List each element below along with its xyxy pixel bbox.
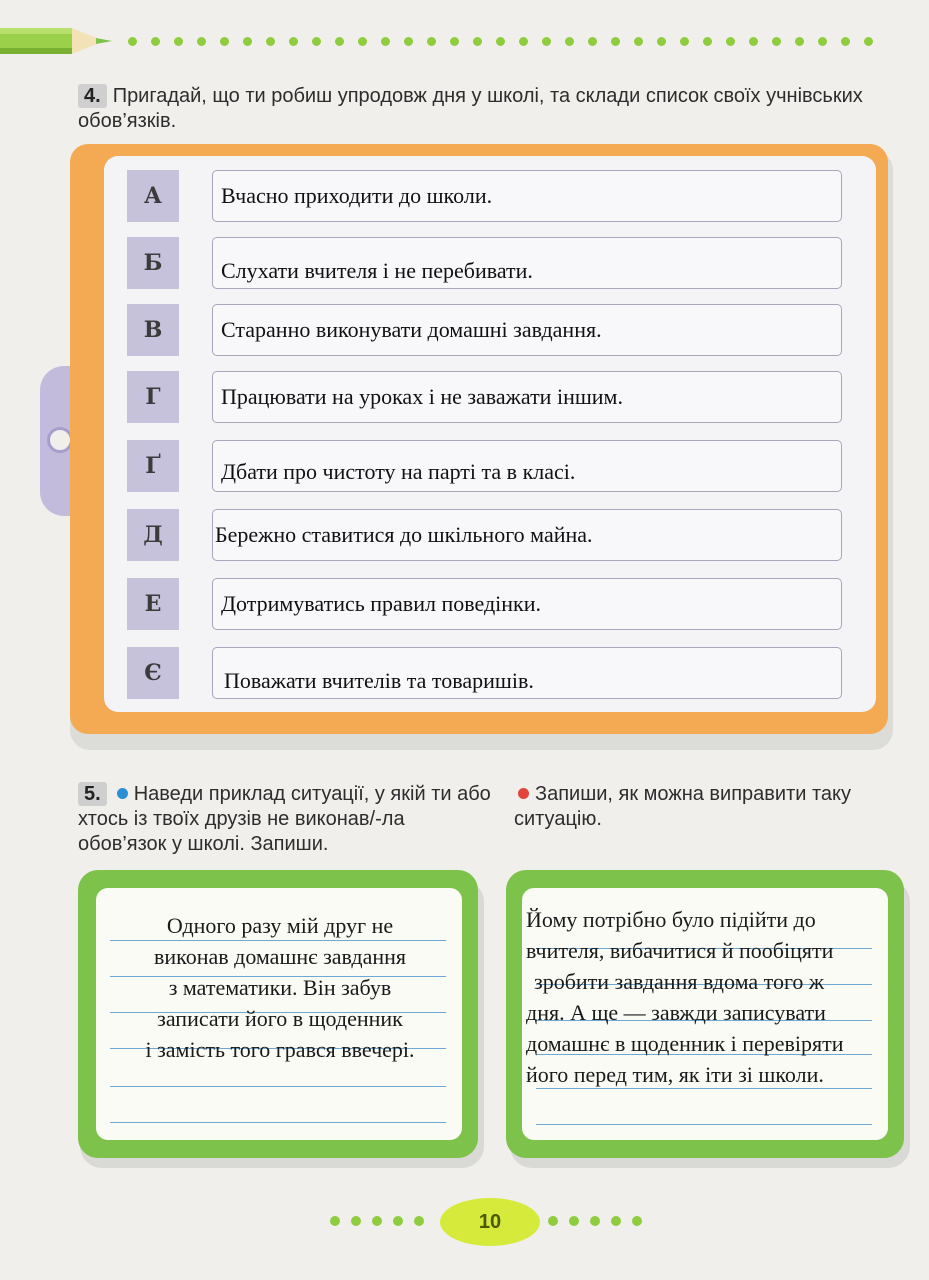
- answer-line: з математики. Він забув: [168, 975, 392, 1000]
- duty-letter: Е: [127, 578, 179, 630]
- dot: [404, 37, 413, 46]
- dot: [726, 37, 735, 46]
- dot: [703, 37, 712, 46]
- footer-dots-right: [548, 1216, 642, 1226]
- dot: [128, 37, 137, 46]
- task-5-right-text: Запиши, як можна виправити таку ситуацію.: [514, 783, 852, 830]
- dot: [266, 37, 275, 46]
- task-4-text: Пригадай, що ти робиш упродовж дня у школі, та склади список своїх учнівських обов’язків.: [78, 85, 863, 132]
- right-answer-text: [526, 904, 912, 1090]
- answer-line: Йому потрібно було підійти до: [526, 907, 816, 932]
- dot: [632, 1216, 642, 1226]
- dot: [542, 37, 551, 46]
- duty-field[interactable]: Поважати вчителів та товаришів.: [212, 647, 842, 699]
- duty-letter: Д: [127, 509, 179, 561]
- dot: [841, 37, 850, 46]
- duty-field[interactable]: Працювати на уроках і не заважати іншим.: [212, 371, 842, 423]
- dot: [335, 37, 344, 46]
- answer-line: дня. А ще — завжди записувати: [526, 1000, 826, 1025]
- duty-field[interactable]: Дотримуватись правил поведінки.: [212, 578, 842, 630]
- task-5-number: 5.: [78, 782, 107, 806]
- writing-line: [536, 1124, 872, 1125]
- answer-line: вчителя, вибачитися й пообіцяти: [526, 938, 834, 963]
- red-bullet-icon: [518, 788, 529, 799]
- dot: [427, 37, 436, 46]
- footer-dots-left: [330, 1216, 424, 1226]
- dot: [358, 37, 367, 46]
- answer-line: і замість того грався ввечері.: [145, 1037, 415, 1062]
- dot: [197, 37, 206, 46]
- header-dots: [128, 37, 873, 47]
- dot: [611, 1216, 621, 1226]
- dot: [450, 37, 459, 46]
- dot: [289, 37, 298, 46]
- dot: [351, 1216, 361, 1226]
- duty-letter: Г: [127, 371, 179, 423]
- duty-letter: А: [127, 170, 179, 222]
- task-5-left-prompt: [78, 782, 498, 857]
- pencil-icon: [0, 24, 112, 58]
- answer-line: його перед тим, як іти зі школи.: [526, 1062, 824, 1087]
- answer-line: зробити завдання вдома того ж: [534, 969, 825, 994]
- dot: [330, 1216, 340, 1226]
- blue-bullet-icon: [117, 788, 128, 799]
- dot: [795, 37, 804, 46]
- duty-field[interactable]: Вчасно приходити до школи.: [212, 170, 842, 222]
- duty-letter: В: [127, 304, 179, 356]
- dot: [381, 37, 390, 46]
- answer-line: Одного разу мій друг не: [166, 913, 394, 938]
- dot: [772, 37, 781, 46]
- dot: [372, 1216, 382, 1226]
- dot: [864, 37, 873, 46]
- dot: [588, 37, 597, 46]
- dot: [680, 37, 689, 46]
- dot: [519, 37, 528, 46]
- dot: [565, 37, 574, 46]
- task-4-prompt: [78, 84, 914, 134]
- answer-line: виконав домашнє завдання: [153, 944, 407, 969]
- duty-letter: Б: [127, 237, 179, 289]
- task-5-left-text: Наведи приклад ситуації, у якій ти або хтось із твоїх друзів не виконав/-ла обов’язок у школі. Запиши.: [78, 783, 491, 855]
- duty-field[interactable]: Дбати про чистоту на парті та в класі.: [212, 440, 842, 492]
- duty-field[interactable]: Старанно виконувати домашні завдання.: [212, 304, 842, 356]
- task-4-number: 4.: [78, 84, 107, 108]
- answer-line: домашнє в щоденник і перевіряти: [526, 1031, 844, 1056]
- dot: [174, 37, 183, 46]
- dot: [473, 37, 482, 46]
- duty-field[interactable]: Бережно ставитися до шкільного майна.: [212, 509, 842, 561]
- dot: [749, 37, 758, 46]
- dot: [634, 37, 643, 46]
- answer-line: записати його в щоденник: [157, 1006, 403, 1031]
- task-5-right-prompt: [514, 782, 914, 832]
- dot: [243, 37, 252, 46]
- dot: [496, 37, 505, 46]
- dot: [220, 37, 229, 46]
- dot: [414, 1216, 424, 1226]
- duty-letter: Ґ: [127, 440, 179, 492]
- dot: [569, 1216, 579, 1226]
- dot: [151, 37, 160, 46]
- page-number: 10: [440, 1198, 540, 1246]
- dot: [548, 1216, 558, 1226]
- dot: [312, 37, 321, 46]
- dot: [657, 37, 666, 46]
- writing-line: [110, 1122, 446, 1123]
- duty-letter: Є: [127, 647, 179, 699]
- writing-line: [110, 1086, 446, 1087]
- dot: [818, 37, 827, 46]
- dot: [611, 37, 620, 46]
- left-answer-text: [108, 910, 452, 1065]
- dot: [393, 1216, 403, 1226]
- dot: [590, 1216, 600, 1226]
- duty-field[interactable]: Слухати вчителя і не перебивати.: [212, 237, 842, 289]
